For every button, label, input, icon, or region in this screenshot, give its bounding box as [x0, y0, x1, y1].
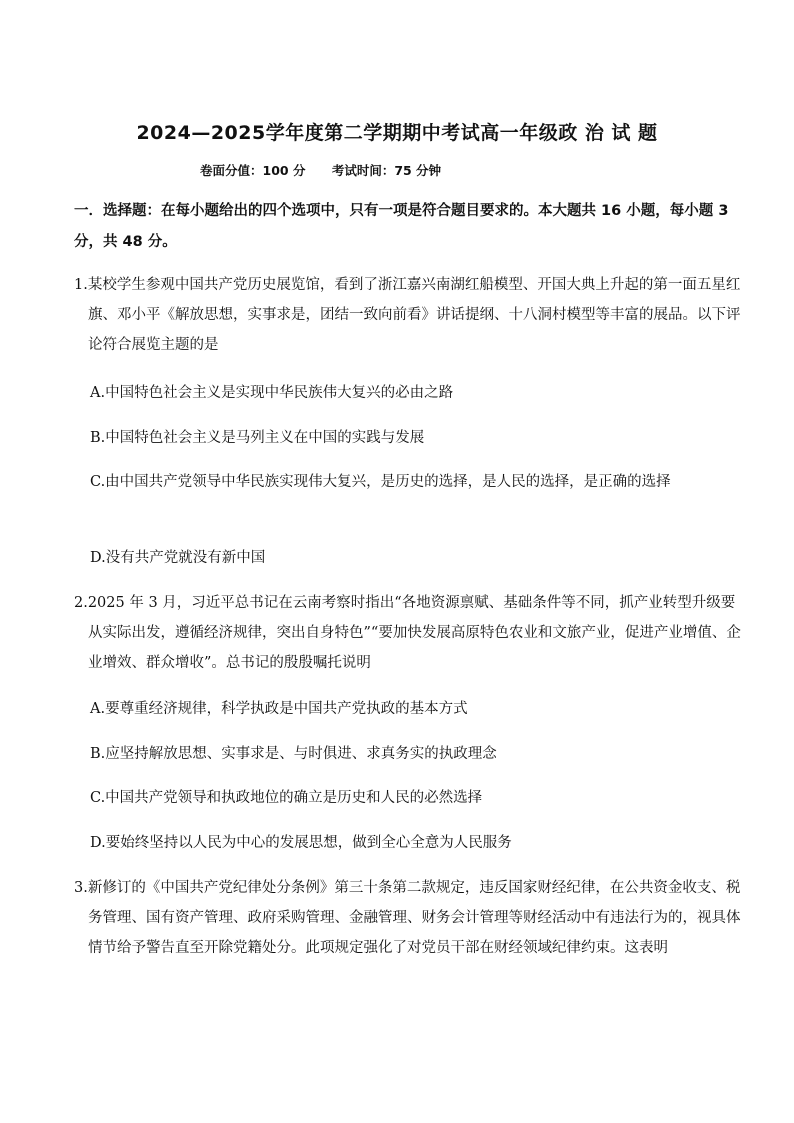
question-2-stem: 2.2025 年 3 月，习近平总书记在云南考察时指出“各地资源禀赋、基础条件等不同，抓产业转型升级要从实际出发，遵循经济规律，突出自身特色”“要加快发展高原特色农业和文旅产业，促进产业增值、企业增效、群众增收”。总书记的殷殷嘱托说明 — [74, 595, 741, 671]
question-1-option-c: C.由中国共产党领导中华民族实现伟大复兴，是历史的选择，是人民的选择，是正确的选择 — [90, 474, 671, 490]
question-2-option-a: A.要尊重经济规律，科学执政是中国共产党执政的基本方式 — [90, 701, 468, 717]
time-info: 考试时间：75 分钟 — [331, 163, 442, 178]
question-3-stem: 3.新修订的《中国共产党纪律处分条例》第三十条第二款规定，违反国家财经纪律，在公共资金收支、税务管理、国有资产管理、政府采购管理、金融管理、财务会计管理等财经活动中有违法行为的，视具体情节给予警告直至开除党籍处分。此项规定强化了对党员干部在财经领域纪律约束。这表明 — [74, 880, 741, 956]
question-1-option-b: B.中国特色社会主义是马列主义在中国的实践与发展 — [90, 430, 425, 446]
score-info: 卷面分值：100 分 — [200, 163, 306, 178]
question-1-option-a: A.中国特色社会主义是实现中华民族伟大复兴的必由之路 — [90, 385, 454, 401]
question-2-option-d: D.要始终坚持以人民为中心的发展思想，做到全心全意为人民服务 — [90, 835, 512, 851]
question-2-option-b: B.应坚持解放思想、实事求是、与时俱进、求真务实的执政理念 — [90, 746, 497, 762]
exam-title: 2024—2025学年度第二学期期中考试高一年级政 治 试 题 — [136, 122, 658, 144]
question-2-option-c: C.中国共产党领导和执政地位的确立是历史和人民的必然选择 — [90, 790, 483, 806]
section-heading: 一．选择题：在每小题给出的四个选项中，只有一项是符合题目要求的。本大题共 16 小题，每小题 3 分，共 48 分。 — [74, 203, 729, 250]
question-1-option-d: D.没有共产党就没有新中国 — [90, 550, 266, 566]
exam-info — [200, 161, 463, 179]
question-1-stem: 1.某校学生参观中国共产党历史展览馆，看到了浙江嘉兴南湖红船模型、开国大典上升起的第一面五星红旗、邓小平《解放思想，实事求是，团结一致向前看》讲话提纲、十八洞村模型等丰富的展品。以下评论符合展览主题的是 — [74, 277, 741, 353]
